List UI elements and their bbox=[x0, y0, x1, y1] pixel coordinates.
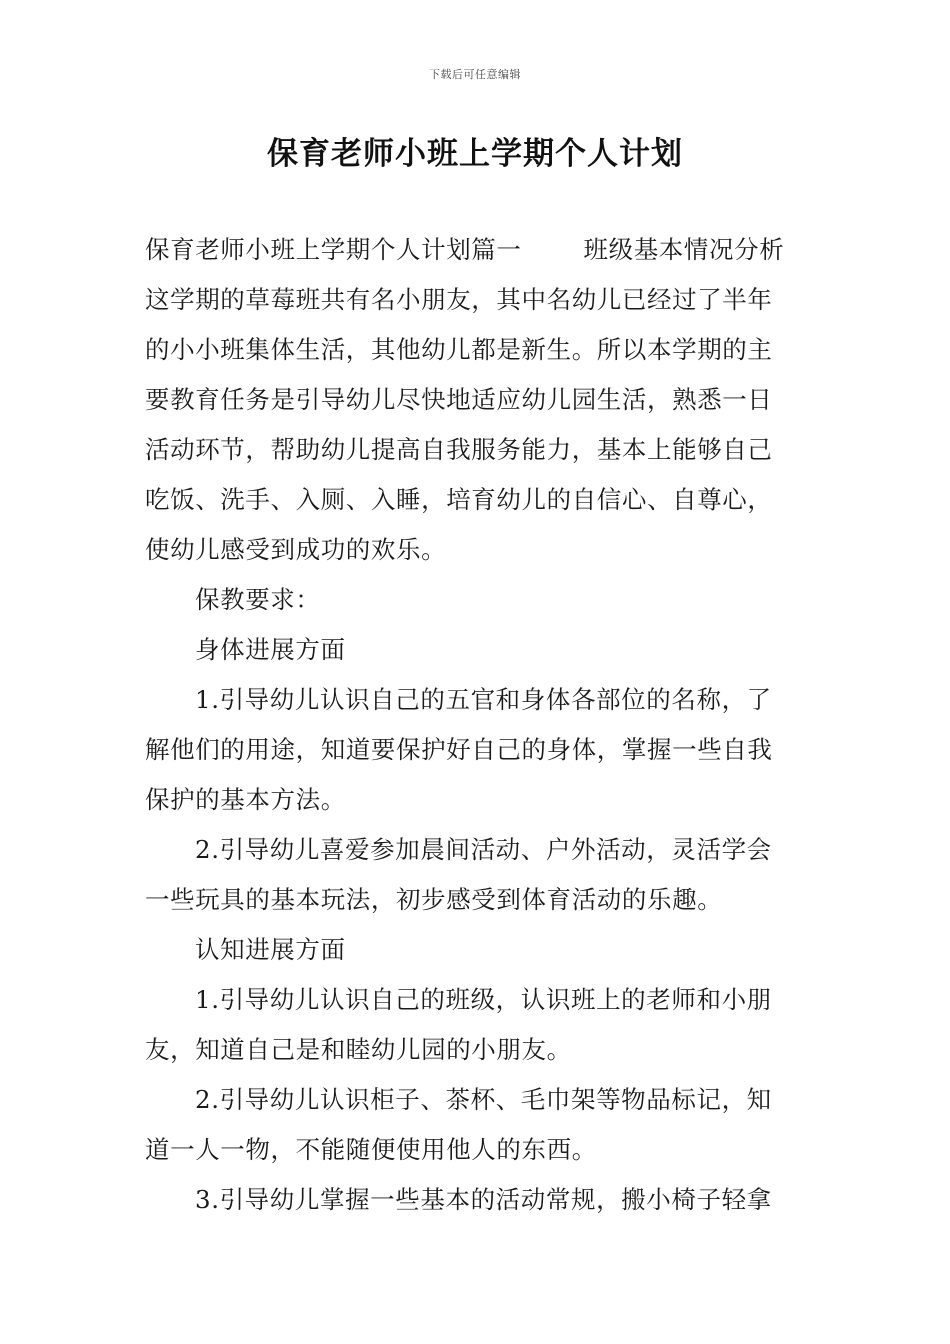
text-line: 1.引导幼儿认识自己的班级，认识班上的老师和小朋 bbox=[195, 985, 772, 1014]
document-body bbox=[145, 225, 807, 1225]
intro-heading: 保育老师小班上学期个人计划篇一 bbox=[145, 235, 522, 264]
paragraph bbox=[145, 925, 807, 975]
text-line: 这学期的草莓班共有名小朋友，其中名幼儿已经过了半年 bbox=[145, 285, 773, 314]
intro-paragraph bbox=[145, 225, 807, 575]
document-title: 保育老师小班上学期个人计划 bbox=[267, 136, 683, 172]
text-line: 1.引导幼儿认识自己的五官和身体各部位的名称，了 bbox=[195, 685, 772, 714]
paragraph bbox=[145, 625, 807, 675]
sections-container bbox=[145, 575, 807, 1225]
text-line: 活动环节，帮助幼儿提高自我服务能力，基本上能够自己 bbox=[145, 435, 773, 464]
text-line: 要教育任务是引导幼儿尽快地适应幼儿园生活，熟悉一日 bbox=[145, 385, 773, 414]
intro-first-line bbox=[145, 225, 807, 275]
header-note: 下载后可任意编辑 bbox=[429, 68, 521, 81]
text-line: 身体进展方面 bbox=[195, 635, 346, 664]
text-line: 认知进展方面 bbox=[195, 935, 346, 964]
paragraph bbox=[145, 975, 807, 1075]
paragraph bbox=[145, 675, 807, 825]
text-line: 吃饭、洗手、入厕、入睡，培育幼儿的自信心、自尊心， bbox=[145, 485, 773, 514]
text-line: 的小小班集体生活，其他幼儿都是新生。所以本学期的主 bbox=[145, 335, 773, 364]
paragraph bbox=[145, 825, 807, 925]
intro-subheading: 班级基本情况分析 bbox=[583, 235, 785, 264]
text-line: 道一人一物，不能随便使用他人的东西。 bbox=[145, 1135, 597, 1164]
text-line: 一些玩具的基本玩法，初步感受到体育活动的乐趣。 bbox=[145, 885, 723, 914]
text-line: 解他们的用途，知道要保护好自己的身体，掌握一些自我 bbox=[145, 735, 773, 764]
paragraph bbox=[145, 575, 807, 625]
paragraph bbox=[145, 1075, 807, 1175]
text-line: 保护的基本方法。 bbox=[145, 785, 346, 814]
text-line: 保教要求： bbox=[195, 585, 321, 614]
text-line: 2.引导幼儿认识柜子、茶杯、毛巾架等物品标记，知 bbox=[195, 1085, 772, 1114]
text-line: 使幼儿感受到成功的欢乐。 bbox=[145, 535, 447, 564]
paragraph bbox=[145, 1175, 807, 1225]
text-line: 3.引导幼儿掌握一些基本的活动常规，搬小椅子轻拿 bbox=[195, 1185, 772, 1214]
text-line: 友，知道自己是和睦幼儿园的小朋友。 bbox=[145, 1035, 572, 1064]
text-line: 2.引导幼儿喜爱参加晨间活动、户外活动，灵活学会 bbox=[195, 835, 772, 864]
